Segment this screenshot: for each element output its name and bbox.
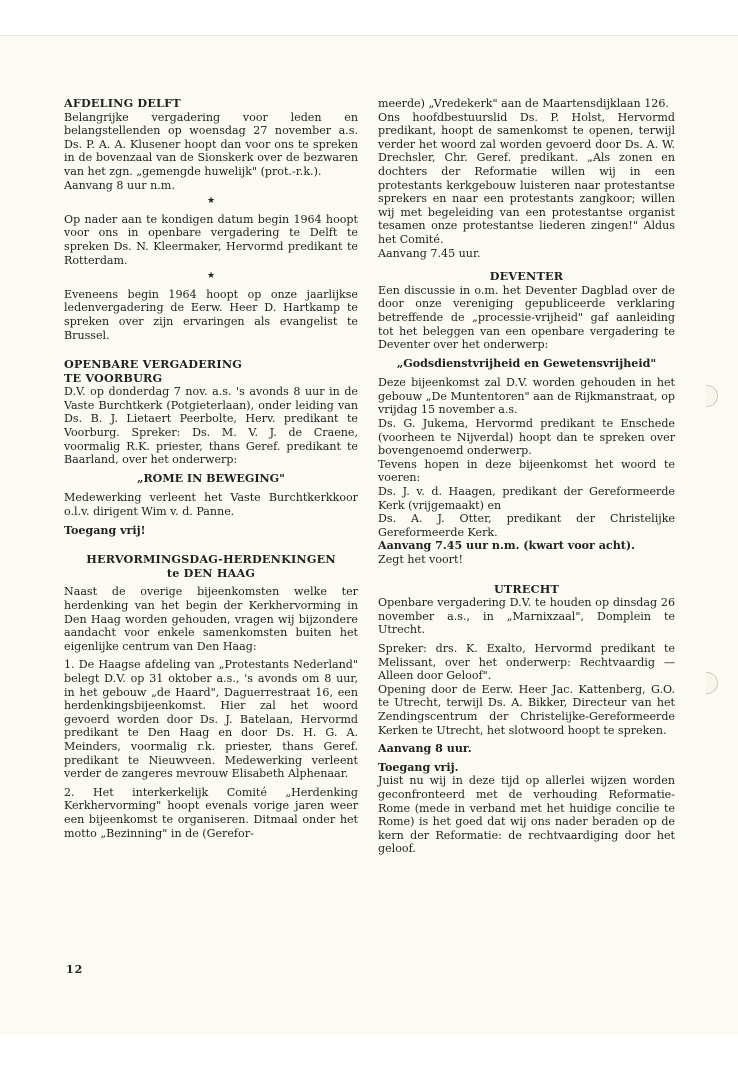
deventer-paragraph-6: Ds. A. J. Otter, predikant der Christelijke Gereformeerde Kerk. [378, 512, 675, 539]
deventer-paragraph-4: Tevens hopen in deze bijeenkomst het woord te voeren: [378, 457, 675, 485]
den-haag-paragraph-3: 2. Het interkerkelijk Comité „Herdenking Kerkhervorming" hoopt evenals vorige jaren weer een bijeenkomst te organiseren. Ditmaal onder het motto „Bezinning" in de (Gerefor- [64, 785, 358, 840]
voorburg-paragraph-1: D.V. op donderdag 7 nov. a.s. 's avonds 8 uur in de Vaste Burchtkerk (Potgieterlaan), onder leiding van Ds. B. J. Lietaert Peerbolte, Herv. predikant te Voorburg. Spreker: Ds. M. V. J. de Craene, voormalig R.K. priester, thans Geref. predikant te Baarland, over het onderwerp: [64, 385, 358, 467]
heading-voorburg-1: OPENBARE VERGADERING [64, 357, 243, 372]
punch-hole-top [706, 385, 718, 407]
section-continued [378, 97, 675, 260]
heading-voorburg-2: TE VOORBURG [64, 370, 163, 385]
right-column [378, 97, 675, 856]
deventer-paragraph-2: Deze bijeenkomst zal D.V. worden gehouden in het gebouw „De Muntentoren" aan de Rijkmanstraat, op vrijdag 15 november a.s. [378, 376, 675, 417]
utrecht-paragraph-3: Opening door de Eerw. Heer Jac. Kattenberg, G.O. te Utrecht, terwijl Ds. A. Bikker, Directeur van het Zendingscentrum der Christelijke-Gereformeerde Kerken te Utrecht, het slotwoord hoopt te spreken. [378, 682, 675, 737]
utrecht-paragraph-4: Juist nu wij in deze tijd op allerlei wijzen worden geconfronteerd met de verhouding Reformatie-Rome (mede in verband met het huidige concilie te Rome) is het goed dat wij ons nader beraden op de kern der Reformatie: de rechtvaardiging door het geloof. [378, 774, 675, 856]
heading-delft: AFDELING DELFT [64, 96, 181, 110]
heading-deventer: DEVENTER [489, 269, 564, 284]
den-haag-paragraph-1: Naast de overige bijeenkomsten welke ter herdenking van het begin der Kerkhervorming in Den Haag worden gehouden, vragen wij bijzondere aandacht voor enkele samenkomsten buiten het eigenlijke centrum van Den Haag: [64, 585, 358, 653]
page-top-edge [0, 35, 738, 36]
section-den-haag [64, 553, 358, 840]
utrecht-time: Aanvang 8 uur. [378, 742, 472, 756]
star-divider-icon: ★ [206, 271, 216, 282]
section-delft [64, 97, 358, 342]
utrecht-paragraph-1: Openbare vergadering D.V. te houden op dinsdag 26 november a.s., in „Marnixzaal", Domplein te Utrecht. [378, 596, 675, 637]
voorburg-free-entry: Toegang vrij! [64, 523, 146, 537]
delft-paragraph-3: Eveneens begin 1964 hoopt op onze jaarlijkse ledenvergadering de Eerw. Heer D. Hartkamp te spreken over zijn ervaringen als evangelist te Brussel. [64, 287, 358, 342]
punch-hole-bottom [706, 672, 718, 694]
section-deventer [378, 270, 675, 566]
den-haag-paragraph-2: 1. De Haagse afdeling van „Protestants Nederland" belegt D.V. op 31 oktober a.s., 's avonds om 8 uur, in het gebouw „de Haard", Daguerrestraat 16, een herdenkingsbijeenkomst. Hier zal het woord gevoerd worden door Ds. J. Batelaan, Hervormd predikant te Den Haag en door Ds. H. G. A. Meinders, voormalig r.k. priester, thans Geref. predikant te Nieuwveen. Medewerking verleent verder de zangeres mevrouw Elisabeth Alphenaar. [64, 658, 358, 781]
deventer-paragraph-1: Een discussie in o.m. het Deventer Dagblad over de door onze vereniging gepubliceerde verklaring betreffende de „processie-vrijheid" gaf aanleiding tot het beleggen van een openbare vergadering te Deventer over het onderwerp: [378, 283, 675, 352]
deventer-subject: „Godsdienstvrijheid en Gewetensvrijheid" [396, 356, 657, 370]
deventer-paragraph-5: Ds. J. v. d. Haagen, predikant der Gereformeerde Kerk (vrijgemaakt) en [378, 485, 675, 512]
deventer-time: Aanvang 7.45 uur n.m. (kwart voor acht). [378, 539, 635, 553]
utrecht-paragraph-2: Spreker: drs. K. Exalto, Hervormd predikant te Melissant, over het onderwerp: Rechtvaardig — Alleen door Geloof". [378, 641, 675, 683]
delft-paragraph-1: Belangrijke vergadering voor leden en belangstellenden op woensdag 27 november a.s. Ds. P. A. A. Klusener hoopt dan voor ons te spreken in de bovenzaal van de Sionskerk over de bezwaren van het zgn. „gemengde huwelijk" (prot.-r.k.). [64, 110, 358, 178]
section-voorburg [64, 358, 358, 537]
delft-paragraph-2: Op nader aan te kondigen datum begin 1964 hoopt voor ons in openbare vergadering te Delft te spreken Ds. N. Kleermaker, Hervormd predikant te Rotterdam. [64, 212, 358, 267]
section-utrecht [378, 583, 675, 856]
left-column [64, 97, 358, 840]
continued-time: Aanvang 7.45 uur. [378, 246, 481, 260]
delft-time: Aanvang 8 uur n.m. [64, 178, 175, 192]
star-divider-icon: ★ [206, 196, 216, 207]
heading-den-haag-2: te DEN HAAG [166, 565, 256, 580]
utrecht-free-entry: Toegang vrij. [378, 760, 459, 774]
page-number: 12 [66, 963, 84, 976]
heading-utrecht: UTRECHT [493, 581, 560, 596]
heading-den-haag-1: HERVORMINGSDAG-HERDENKINGEN [86, 552, 336, 567]
continued-paragraph-2: Ons hoofdbestuurslid Ds. P. Holst, Hervormd predikant, hoopt de samenkomst te openen, terwijl verder het woord zal worden gevoerd door Ds. A. W. Drechsler, Chr. Geref. predikant. „Als zonen en dochters der Reformatie willen wij in een protestants kerkgebouw luisteren naar protestantse sprekers en naar een protestants zangkoor; willen wij met begeleiding van een protestantse organist tesamen onze protestantse liederen zingen!" Aldus het Comité. [378, 110, 675, 246]
deventer-paragraph-3: Ds. G. Jukema, Hervormd predikant te Enschede (voorheen te Nijverdal) hoopt dan te spreken over bovengenoemd onderwerp. [378, 417, 675, 458]
voorburg-subject: „ROME IN BEWEGING" [137, 471, 285, 485]
voorburg-paragraph-2: Medewerking verleent het Vaste Burchtkerkkoor o.l.v. dirigent Wim v. d. Panne. [64, 491, 358, 519]
deventer-tail: Zegt het voort! [378, 553, 463, 566]
continued-paragraph-1: meerde) „Vredekerk" aan de Maartensdijklaan 126. [378, 97, 669, 110]
